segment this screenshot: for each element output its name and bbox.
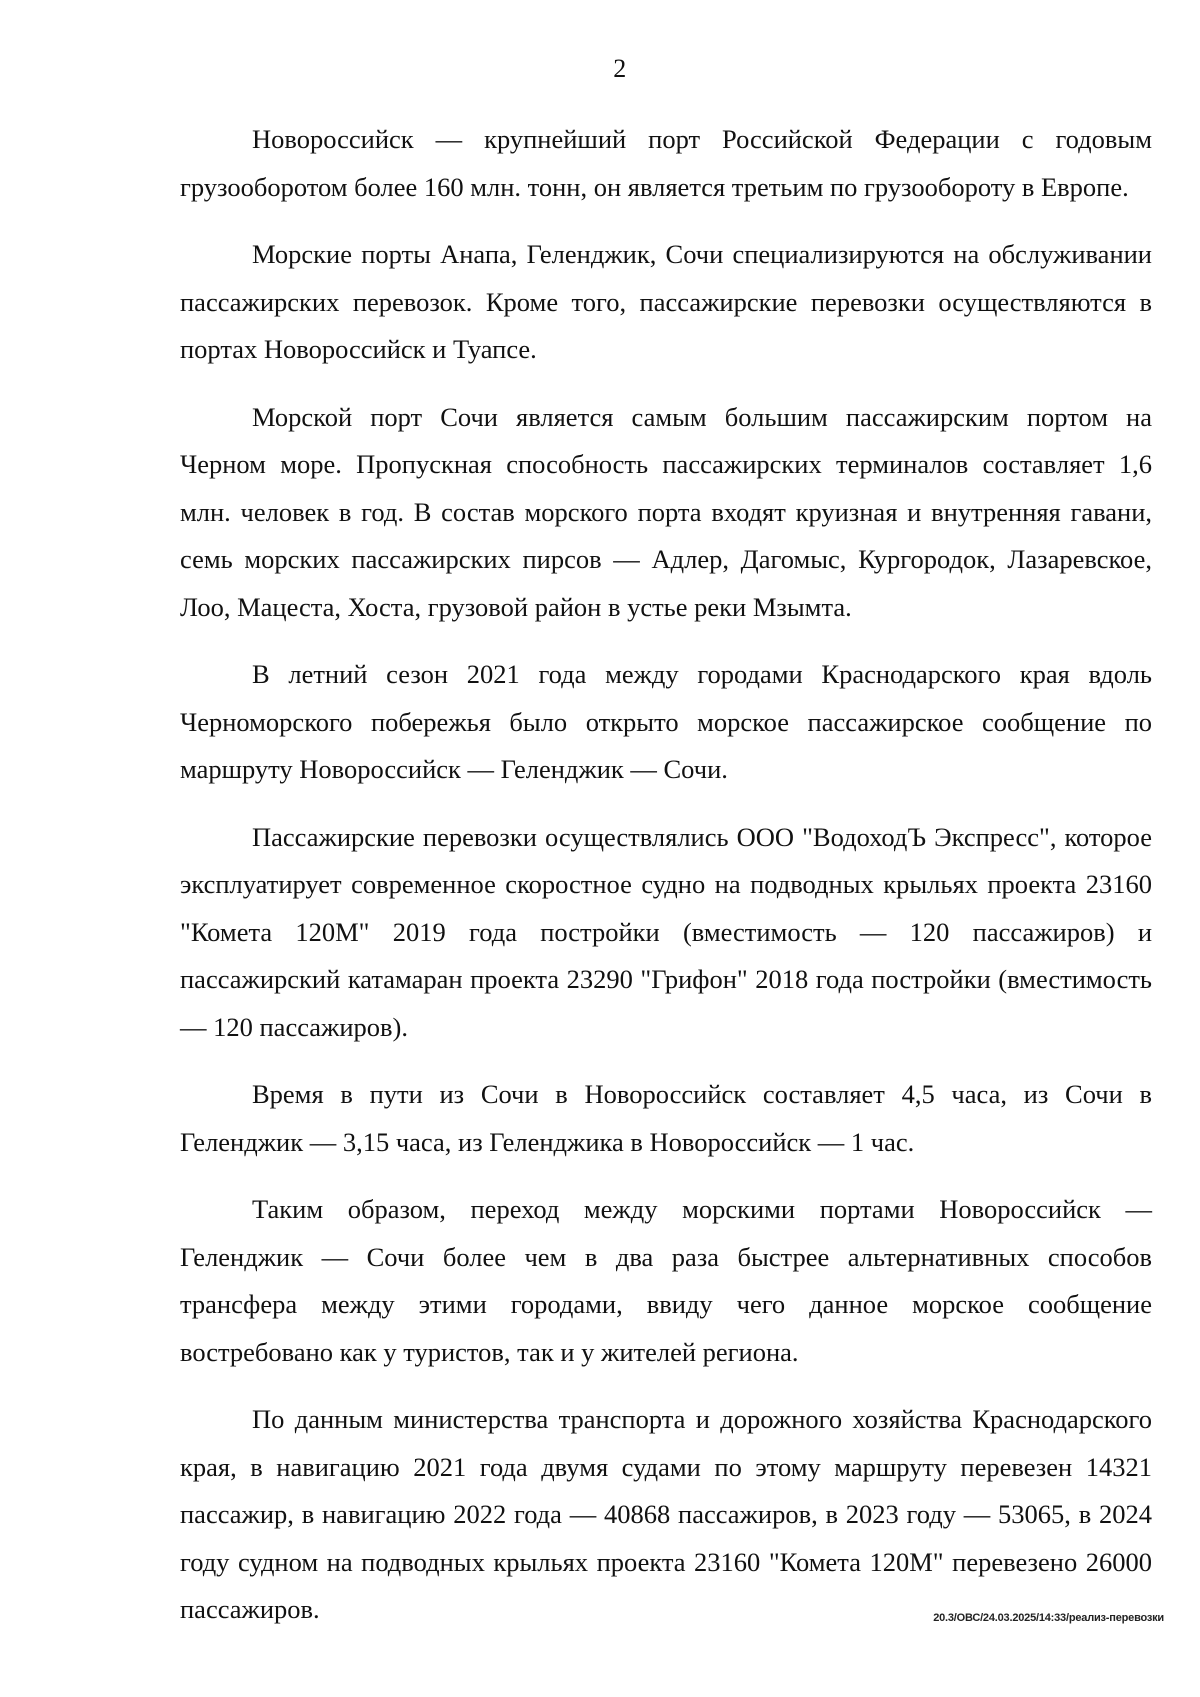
paragraph-travel-time: Время в пути из Сочи в Новороссийск составляет 4,5 часа, из Сочи в Геленджик — 3,15 часа, из Геленджика в Новороссийск — 1 час.	[180, 1079, 1152, 1157]
footer-document-code: 20.3/ОВС/24.03.2025/14:33/реализ-перевозки	[933, 1612, 1164, 1624]
paragraph-sochi-port: Морской порт Сочи является самым большим пассажирским портом на Черном море. Пропускная способность пассажирских терминалов составляет 1,6 млн. человек в год. В состав морского порта входят круизная и внутренняя гавани, семь морских пассажирских пирсов — Адлер, Дагомыс, Кургородок, Лазаревское, Лоо, Мацеста, Хоста, грузовой район в устье реки Мзымта.	[180, 401, 1152, 622]
page-number: 2	[613, 54, 627, 83]
paragraph-novorossiysk-port: Новороссийск — крупнейший порт Российской Федерации с годовым грузооборотом более 160 млн. тонн, он является третьим по грузообороту в Европе.	[180, 124, 1152, 202]
paragraph-route-advantage: Таким образом, переход между морскими портами Новороссийск — Геленджик — Сочи более чем в два раза быстрее альтернативных способов трансфера между этими городами, ввиду чего данное морское сообщение востребовано как у туристов, так и у жителей региона.	[180, 1194, 1152, 1367]
paragraph-route-opening: В летний сезон 2021 года между городами Краснодарского края вдоль Черноморского побережья было открыто морское пассажирское сообщение по маршруту Новороссийск — Геленджик — Сочи.	[180, 659, 1152, 784]
paragraph-operator-vessels: Пассажирские перевозки осуществлялись ООО "ВодоходЪ Экспресс", которое эксплуатирует современное скоростное судно на подводных крыльях проекта 23160 "Комета 120М" 2019 года постройки (вместимость — 120 пассажиров) и пассажирский катамаран проекта 23290 "Грифон" 2018 года постройки (вместимость — 120 пассажиров).	[180, 821, 1152, 1042]
paragraph-passenger-statistics: По данным министерства транспорта и дорожного хозяйства Краснодарского края, в навигацию 2021 года двумя судами по этому маршруту перевезен 14321 пассажир, в навигацию 2022 года — 40868 пассажиров, в 2023 году — 53065, в 2024 году судном на подводных крыльях проекта 23160 "Комета 120М" перевезено 26000 пассажиров.	[180, 1404, 1152, 1624]
document-body	[180, 116, 1152, 1654]
paragraph-passenger-ports: Морские порты Анапа, Геленджик, Сочи специализируются на обслуживании пассажирских перевозок. Кроме того, пассажирские перевозки осуществляются в портах Новороссийск и Туапсе.	[180, 239, 1152, 364]
